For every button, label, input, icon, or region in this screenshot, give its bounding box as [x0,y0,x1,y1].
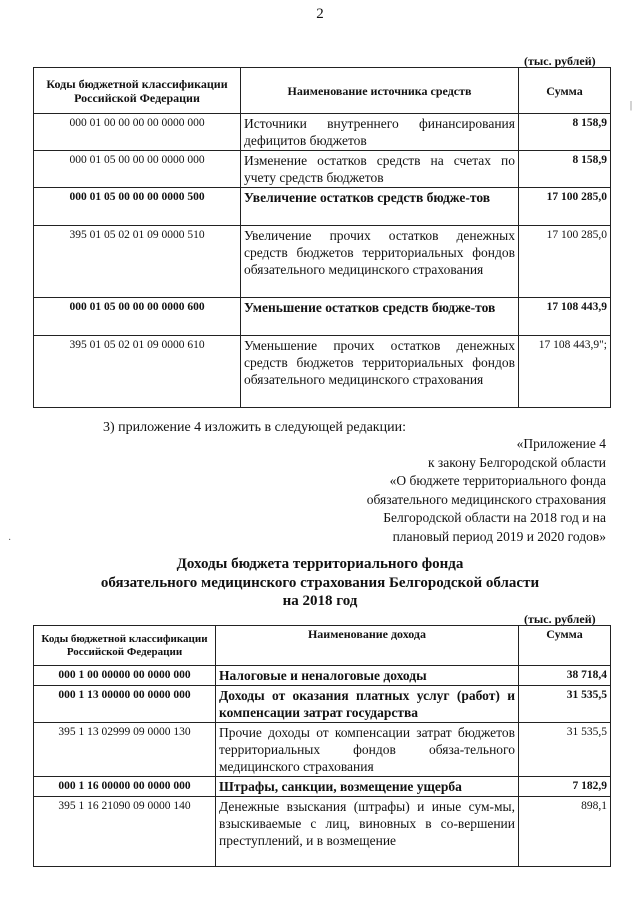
row-code: 395 01 05 02 01 09 0000 610 [34,336,241,408]
row-name: Штрафы, санкции, возмещение ущерба [216,777,519,797]
annex-line: к закону Белгородской области [428,454,606,470]
row-name: Изменение остатков средств на счетах по учету средств бюджетов [241,151,519,188]
table-row [34,151,611,188]
table-row [34,226,611,298]
row-name: Уменьшение прочих остатков денежных средств бюджетов территориальных фондов обязательного медицинского страхования [241,336,519,408]
row-name: Источники внутреннего финансирования дефицитов бюджетов [241,114,519,151]
title-line: Доходы бюджета территориального фонда [176,556,464,572]
row-code: 395 01 05 02 01 09 0000 510 [34,226,241,298]
row-name: Налоговые и неналоговые доходы [216,666,519,686]
annex-line: плановый период 2019 и 2020 годов» [392,528,606,544]
table-row [34,336,611,408]
row-code: 000 01 05 00 00 00 0000 000 [34,151,241,188]
row-code: 000 1 16 00000 00 0000 000 [34,777,216,797]
title-line: на 2018 год [282,593,358,609]
header-name: Наименование дохода [216,626,519,666]
annex-header [306,435,606,547]
row-code: 000 01 05 00 00 00 0000 600 [34,298,241,336]
row-sum: 31 535,5 [519,723,611,777]
scan-mark: | [630,100,633,111]
row-code: 395 1 16 21090 09 0000 140 [34,797,216,867]
annex-line: Белгородской области на 2018 год и на [383,510,606,526]
title-line: обязательного медицинского страхования Белгородской области [100,574,540,591]
table-row [34,188,611,226]
table1-unit: (тыс. рублей) [524,54,596,68]
table-row [34,666,611,686]
row-sum: 38 718,4 [519,666,611,686]
table-row [34,797,611,867]
header-name: Наименование источника средств [241,68,519,114]
row-sum: 898,1 [519,797,611,867]
table-row [34,298,611,336]
row-sum: 8 158,9 [519,151,611,188]
header-code: Коды бюджетной классификации Российской Федерации [34,626,216,666]
row-code: 395 1 13 02999 09 0000 130 [34,723,216,777]
row-sum: 17 100 285,0 [519,226,611,298]
annex-line: «Приложение 4 [516,436,606,451]
row-name: Уменьшение остатков средств бюдже-тов [241,298,519,336]
table-row [34,686,611,723]
row-sum: 7 182,9 [519,777,611,797]
header-sum: Сумма [519,626,611,666]
annex-line: обязательного медицинского страхования [366,491,606,507]
annex-line: «О бюджете территориального фонда [389,473,606,489]
row-code: 000 1 13 00000 00 0000 000 [34,686,216,723]
row-name: Увеличение остатков средств бюдже-тов [241,188,519,226]
row-name: Доходы от оказания платных услуг (работ) и компенсации затрат государства [216,686,519,723]
row-sum: 31 535,5 [519,686,611,723]
table2-unit: (тыс. рублей) [524,612,596,626]
header-sum: Сумма [519,68,611,114]
row-name: Денежные взыскания (штрафы) и иные сум-мы, взыскиваемые с лиц, виновных в со-вершении преступлений, и в возмещение [216,797,519,867]
row-code: 000 01 05 00 00 00 0000 500 [34,188,241,226]
table-row [34,723,611,777]
table-row [34,777,611,797]
paragraph-3: 3) приложение 4 изложить в следующей редакции: [103,420,406,435]
row-sum: 17 100 285,0 [519,188,611,226]
row-sum: 8 158,9 [519,114,611,151]
sources-table [33,67,611,408]
row-name: Увеличение прочих остатков денежных средств бюджетов территориальных фондов обязательного медицинского страхования [241,226,519,298]
row-code: 000 1 00 00000 00 0000 000 [34,666,216,686]
row-code: 000 01 00 00 00 00 0000 000 [34,114,241,151]
row-sum: 17 108 443,9 [519,298,611,336]
row-sum: 17 108 443,9"; [519,336,611,408]
income-table [33,625,611,867]
table-row [34,114,611,151]
scan-mark: · [8,535,12,546]
row-name: Прочие доходы от компенсации затрат бюджетов территориальных фондов обяза-тельного медицинского страхования [216,723,519,777]
page-number: 2 [316,6,324,22]
document-title [0,555,640,611]
header-code: Коды бюджетной классификации Российской Федерации [34,68,241,114]
